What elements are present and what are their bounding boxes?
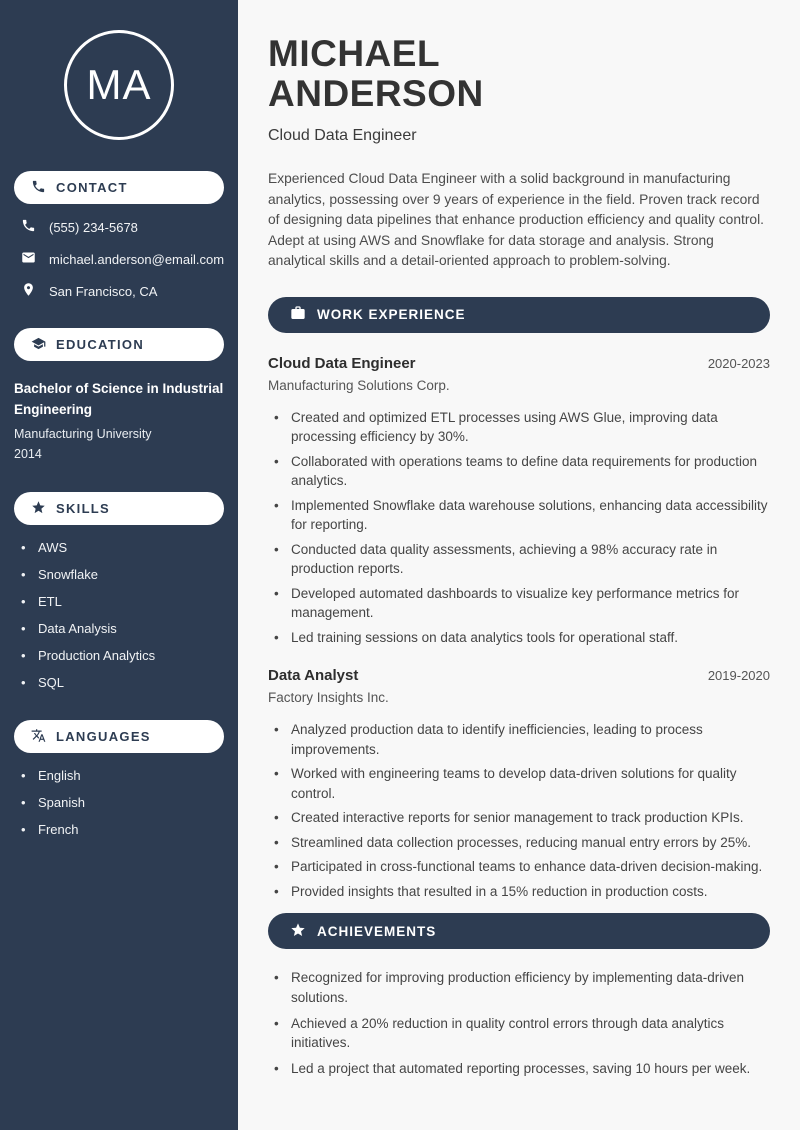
location-icon [21, 282, 36, 300]
briefcase-icon [290, 305, 306, 324]
skill-item: • Production Analytics [21, 648, 224, 663]
skill-item: • AWS [21, 540, 224, 555]
job-bullet: • Provided insights that resulted in a 15% reduction in production costs. [274, 882, 770, 902]
job-bullet: • Collaborated with operations teams to define data requirements for production analytics. [274, 452, 770, 491]
achievements-section-header [268, 913, 770, 949]
contact-section-header [14, 171, 224, 204]
achievements-section-title: ACHIEVEMENTS [317, 923, 437, 939]
skill-item: • Data Analysis [21, 621, 224, 636]
achievement-bullet: • Led a project that automated reporting processes, saving 10 hours per week. [274, 1059, 770, 1079]
achievement-bullet: • Achieved a 20% reduction in quality control errors through data analytics initiatives. [274, 1014, 770, 1053]
translate-icon [31, 728, 46, 746]
contact-section-title: CONTACT [56, 180, 128, 195]
skill-item: • Snowflake [21, 567, 224, 582]
job-bullet: • Created interactive reports for senior management to track production KPIs. [274, 808, 770, 828]
languages-section-title: LANGUAGES [56, 729, 151, 744]
contact-email-row [14, 250, 224, 268]
skills-section-title: SKILLS [56, 501, 111, 516]
job-header [268, 355, 770, 372]
skills-section-header [14, 492, 224, 525]
email-address: michael.anderson@email.com [49, 251, 225, 267]
languages-section-header [14, 720, 224, 753]
skill-item: • SQL [21, 675, 224, 690]
person-name [268, 34, 770, 114]
phone-number: (555) 234-5678 [49, 219, 138, 235]
avatar [64, 30, 174, 140]
job-entry [268, 355, 770, 648]
job-bullet: • Streamlined data collection processes, reducing manual entry errors by 25%. [274, 833, 770, 853]
language-item: • English [21, 768, 224, 783]
contact-location-row [14, 282, 224, 300]
professional-summary: Experienced Cloud Data Engineer with a solid background in manufacturing analytics, possessing over 9 years of experience in the field. Proven track record of designing data pipelines that enhance production efficiency and quality control. Adept at using AWS and Snowflake for data storage and analysis. Strong analytical skills and a detail-oriented approach to problem-solving. [268, 171, 765, 268]
education-section-title: EDUCATION [56, 337, 145, 352]
job-bullet: • Implemented Snowflake data warehouse solutions, enhancing data accessibility for reporting. [274, 496, 770, 535]
education-section-header [14, 328, 224, 361]
job-entry-dates: 2020-2023 [707, 355, 770, 371]
job-entry-dates: 2019-2020 [707, 668, 770, 683]
main-content [238, 0, 800, 1130]
phone-icon [31, 179, 46, 197]
education-degree: Bachelor of Science in Industrial Engineering [14, 381, 224, 417]
education-year: 2014 [14, 447, 42, 461]
email-icon [21, 250, 36, 268]
star-icon [290, 922, 306, 941]
language-item: • Spanish [21, 795, 224, 810]
job-entry [268, 667, 770, 901]
phone-icon [21, 218, 36, 236]
contact-rows [14, 218, 224, 300]
language-item: • French [21, 822, 224, 837]
contact-phone-row [14, 218, 224, 236]
job-bullet: • Developed automated dashboards to visualize key performance metrics for management. [274, 584, 770, 623]
job-bullet-list [268, 720, 770, 901]
work-experience-section-header [268, 297, 770, 333]
location-text: San Francisco, CA [49, 283, 158, 299]
skills-list [14, 540, 224, 690]
job-bullet: • Led training sessions on data analytics tools for operational staff. [274, 628, 770, 648]
job-header [268, 667, 770, 684]
job-bullet: • Conducted data quality assessments, achieving a 98% accuracy rate in production reports. [274, 540, 770, 579]
job-bullet: • Analyzed production data to identify inefficiencies, leading to process improvements. [274, 720, 770, 759]
job-entry-company: Factory Insights Inc. [268, 690, 389, 705]
education-school: Manufacturing University [14, 427, 152, 441]
job-bullet: • Participated in cross-functional teams to enhance data-driven decision-making. [274, 857, 770, 877]
achievements-list [268, 968, 770, 1079]
job-bullet: • Worked with engineering teams to develop data-driven solutions for quality control. [274, 764, 770, 803]
job-bullet-list [268, 408, 770, 648]
sidebar [0, 0, 238, 1130]
star-icon [31, 500, 46, 518]
person-name-line2: ANDERSON [268, 73, 484, 114]
work-experience-section-title: WORK EXPERIENCE [317, 307, 466, 322]
skill-item: • ETL [21, 594, 224, 609]
languages-list [14, 768, 224, 837]
job-entry-company: Manufacturing Solutions Corp. [268, 377, 450, 393]
achievement-bullet: • Recognized for improving production efficiency by implementing data-driven solutions. [274, 968, 770, 1007]
job-entry-title: Data Analyst [268, 667, 359, 684]
job-bullet: • Created and optimized ETL processes using AWS Glue, improving data processing efficiency by 30%. [274, 408, 770, 447]
person-job-title: Cloud Data Engineer [268, 127, 417, 144]
graduation-cap-icon [31, 336, 46, 354]
person-name-line1: MICHAEL [268, 33, 441, 74]
avatar-initials: MA [86, 61, 152, 108]
job-entry-title: Cloud Data Engineer [268, 354, 416, 372]
